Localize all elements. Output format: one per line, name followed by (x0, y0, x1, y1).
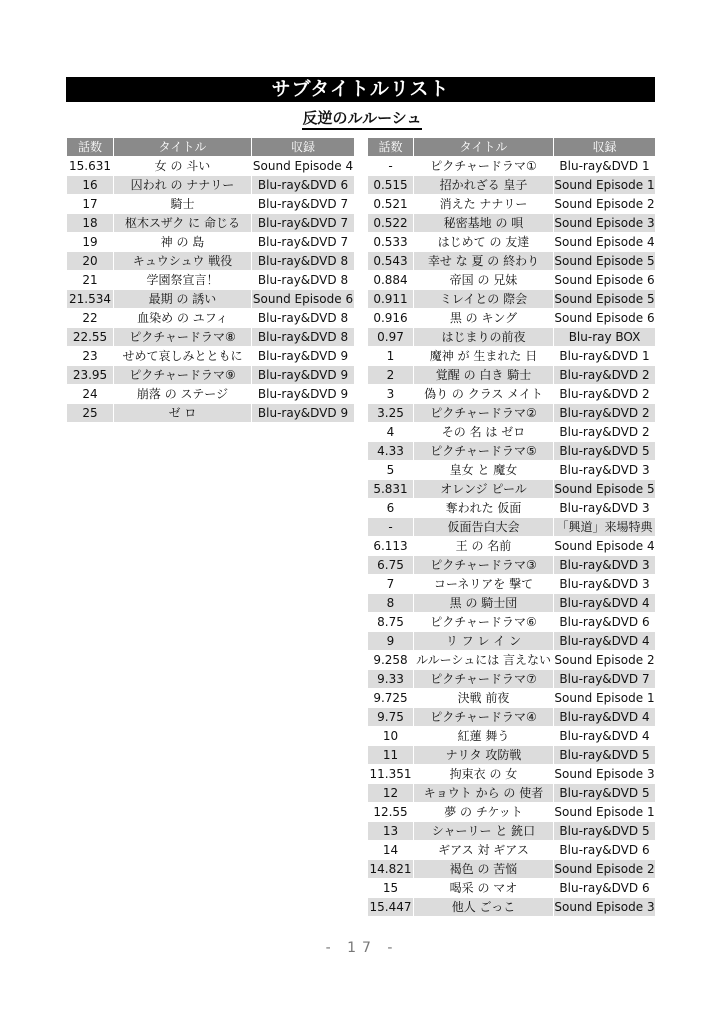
source-cell: Blu-ray&DVD 4 (554, 708, 656, 727)
title-cell: 仮面告白大会 (414, 518, 554, 537)
episode-cell: 3.25 (368, 404, 414, 423)
title-cell: 騎士 (114, 195, 252, 214)
source-cell: Blu-ray&DVD 4 (554, 594, 656, 613)
episode-cell: - (368, 518, 414, 537)
source-cell: Blu-ray&DVD 2 (554, 404, 656, 423)
table-row (368, 290, 656, 309)
episode-cell: 10 (368, 727, 414, 746)
episode-cell: 15.447 (368, 898, 414, 917)
source-header: 収録 (252, 138, 355, 157)
title-cell: 帝国 の 兄妹 (414, 271, 554, 290)
title-cell: 褐色 の 苦悩 (414, 860, 554, 879)
title-cell: 秘密基地 の 唄 (414, 214, 554, 233)
episode-cell: 23 (67, 347, 114, 366)
title-cell: 幸せ な 夏 の 終わり (414, 252, 554, 271)
title-cell: 紅蓮 舞う (414, 727, 554, 746)
source-cell: Blu-ray&DVD 3 (554, 499, 656, 518)
source-cell: Blu-ray&DVD 3 (554, 556, 656, 575)
episode-cell: 12 (368, 784, 414, 803)
table-row (368, 461, 656, 480)
table-row (368, 765, 656, 784)
title-cell: ナリタ 攻防戦 (414, 746, 554, 765)
source-cell: Sound Episode 4 (554, 537, 656, 556)
table-row (368, 613, 656, 632)
table-row (368, 499, 656, 518)
episode-cell: 7 (368, 575, 414, 594)
title-cell: シャーリー と 銃口 (414, 822, 554, 841)
table-row (368, 689, 656, 708)
table-row (368, 195, 656, 214)
source-cell: Blu-ray&DVD 2 (554, 423, 656, 442)
title-cell: 夢 の チケット (414, 803, 554, 822)
episode-cell: 8 (368, 594, 414, 613)
title-cell: リ フ レ イ ン (414, 632, 554, 651)
source-cell: Blu-ray&DVD 2 (554, 385, 656, 404)
source-cell: Blu-ray&DVD 6 (554, 613, 656, 632)
source-cell: Blu-ray&DVD 3 (554, 575, 656, 594)
episode-cell: 8.75 (368, 613, 414, 632)
source-cell: Blu-ray&DVD 5 (554, 746, 656, 765)
title-cell: ピクチャードラマ⑦ (414, 670, 554, 689)
table-row (368, 328, 656, 347)
episode-cell: 16 (67, 176, 114, 195)
source-cell: Sound Episode 3 (554, 765, 656, 784)
source-cell: Blu-ray&DVD 4 (554, 727, 656, 746)
episode-cell: 5 (368, 461, 414, 480)
episode-cell: 5.831 (368, 480, 414, 499)
title-cell: オレンジ ピール (414, 480, 554, 499)
title-cell: 決戦 前夜 (414, 689, 554, 708)
title-cell: キュウシュウ 戦役 (114, 252, 252, 271)
source-cell: Blu-ray&DVD 7 (252, 195, 355, 214)
source-cell: 「興道」来場特典 (554, 518, 656, 537)
source-cell: Sound Episode 2 (554, 651, 656, 670)
table-row (368, 385, 656, 404)
table-row (368, 708, 656, 727)
source-cell: Blu-ray&DVD 1 (554, 347, 656, 366)
table-row (368, 404, 656, 423)
episode-header: 話数 (368, 138, 414, 157)
source-cell: Blu-ray&DVD 9 (252, 366, 355, 385)
title-cell: 奪われた 仮面 (414, 499, 554, 518)
source-cell: Blu-ray&DVD 5 (554, 784, 656, 803)
table-row (368, 347, 656, 366)
table-row (67, 347, 355, 366)
table-row (368, 575, 656, 594)
title-cell: 偽り の クラス メイト (414, 385, 554, 404)
source-cell: Blu-ray&DVD 7 (252, 214, 355, 233)
source-cell: Blu-ray&DVD 7 (252, 233, 355, 252)
title-cell: ピクチャードラマ① (414, 157, 554, 176)
table-row (67, 366, 355, 385)
title-cell: 招かれざる 皇子 (414, 176, 554, 195)
episode-cell: 22 (67, 309, 114, 328)
title-cell: その 名 は ゼロ (414, 423, 554, 442)
table-row (368, 537, 656, 556)
episode-cell: 15.631 (67, 157, 114, 176)
episode-cell: 14.821 (368, 860, 414, 879)
title-cell: ピクチャードラマ⑨ (114, 366, 252, 385)
table-row (368, 271, 656, 290)
title-cell: ギアス 対 ギアス (414, 841, 554, 860)
episode-cell: 20 (67, 252, 114, 271)
source-cell: Blu-ray&DVD 5 (554, 442, 656, 461)
episode-cell: 15 (368, 879, 414, 898)
source-cell: Sound Episode 3 (554, 214, 656, 233)
source-cell: Sound Episode 2 (554, 860, 656, 879)
title-cell: 血染め の ユフィ (114, 309, 252, 328)
source-cell: Blu-ray&DVD 9 (252, 404, 355, 423)
title-cell: 学園祭宣言！ (114, 271, 252, 290)
episode-cell: 21.534 (67, 290, 114, 309)
source-cell: Blu-ray&DVD 4 (554, 632, 656, 651)
source-cell: Sound Episode 6 (554, 309, 656, 328)
title-cell: ゼ ロ (114, 404, 252, 423)
title-cell: ピクチャードラマ④ (414, 708, 554, 727)
title-cell: 王 の 名前 (414, 537, 554, 556)
source-cell: Sound Episode 2 (554, 195, 656, 214)
table-row (368, 651, 656, 670)
source-cell: Blu-ray&DVD 8 (252, 328, 355, 347)
episode-cell: 23.95 (67, 366, 114, 385)
table-row (368, 176, 656, 195)
table-row (368, 233, 656, 252)
table-row (368, 423, 656, 442)
table-row (67, 328, 355, 347)
table-row (67, 404, 355, 423)
table-row (368, 556, 656, 575)
title-cell: 消えた ナナリー (414, 195, 554, 214)
table-row (67, 385, 355, 404)
episode-cell: 12.55 (368, 803, 414, 822)
table-row (368, 841, 656, 860)
episode-cell: 0.884 (368, 271, 414, 290)
title-cell: はじまりの前夜 (414, 328, 554, 347)
episode-cell: 0.916 (368, 309, 414, 328)
title-cell: ミレイとの 際会 (414, 290, 554, 309)
title-cell: ピクチャードラマ⑧ (114, 328, 252, 347)
title-cell: 魔神 が 生まれた 日 (414, 347, 554, 366)
title-cell: ピクチャードラマ② (414, 404, 554, 423)
episode-cell: 6.113 (368, 537, 414, 556)
episode-cell: 0.522 (368, 214, 414, 233)
episode-cell: 11.351 (368, 765, 414, 784)
title-cell: せめて哀しみとともに (114, 347, 252, 366)
title-cell: ピクチャードラマ⑥ (414, 613, 554, 632)
source-cell: Sound Episode 4 (554, 233, 656, 252)
source-cell: Sound Episode 5 (554, 252, 656, 271)
episode-cell: 19 (67, 233, 114, 252)
table-row (368, 309, 656, 328)
table-row (368, 746, 656, 765)
table-row (368, 784, 656, 803)
title-cell: ピクチャードラマ⑤ (414, 442, 554, 461)
table-row (67, 176, 355, 195)
episode-cell: 13 (368, 822, 414, 841)
source-cell: Blu-ray&DVD 5 (554, 822, 656, 841)
episode-cell: 18 (67, 214, 114, 233)
source-cell: Sound Episode 1 (554, 689, 656, 708)
source-cell: Sound Episode 1 (554, 803, 656, 822)
table-row (368, 803, 656, 822)
title-cell: 女 の 斗い (114, 157, 252, 176)
episode-cell: 9.725 (368, 689, 414, 708)
episode-cell: 9.258 (368, 651, 414, 670)
table-row (67, 214, 355, 233)
source-cell: Blu-ray&DVD 6 (252, 176, 355, 195)
title-cell: ピクチャードラマ③ (414, 556, 554, 575)
series-subtitle: 反逆のルルーシュ (302, 109, 421, 130)
episode-cell: - (368, 157, 414, 176)
table-row (368, 632, 656, 651)
episode-cell: 4.33 (368, 442, 414, 461)
table-header-row (67, 138, 355, 157)
table-row (368, 157, 656, 176)
source-cell: Blu-ray&DVD 9 (252, 347, 355, 366)
source-cell: Blu-ray&DVD 8 (252, 309, 355, 328)
source-cell: Blu-ray&DVD 9 (252, 385, 355, 404)
source-cell: Sound Episode 1 (554, 176, 656, 195)
table-row (67, 195, 355, 214)
title-cell: はじめて の 友達 (414, 233, 554, 252)
left-subtitle-table (66, 137, 355, 423)
episode-cell: 4 (368, 423, 414, 442)
source-cell: Blu-ray BOX (554, 328, 656, 347)
table-row (368, 214, 656, 233)
table-header-row (368, 138, 656, 157)
table-row (368, 860, 656, 879)
source-cell: Blu-ray&DVD 6 (554, 841, 656, 860)
title-cell: 黒 の 騎士団 (414, 594, 554, 613)
episode-cell: 0.515 (368, 176, 414, 195)
source-cell: Sound Episode 6 (252, 290, 355, 309)
title-cell: 皇女 と 魔女 (414, 461, 554, 480)
title-cell: 崩落 の ステージ (114, 385, 252, 404)
title-cell: 拘束衣 の 女 (414, 765, 554, 784)
episode-cell: 11 (368, 746, 414, 765)
source-cell: Sound Episode 5 (554, 480, 656, 499)
source-cell: Blu-ray&DVD 6 (554, 879, 656, 898)
episode-cell: 25 (67, 404, 114, 423)
title-cell: 神 の 島 (114, 233, 252, 252)
episode-cell: 24 (67, 385, 114, 404)
title-cell: 囚われ の ナナリー (114, 176, 252, 195)
episode-cell: 0.97 (368, 328, 414, 347)
episode-cell: 14 (368, 841, 414, 860)
table-row (368, 442, 656, 461)
episode-cell: 6 (368, 499, 414, 518)
episode-cell: 9.75 (368, 708, 414, 727)
episode-cell: 9 (368, 632, 414, 651)
table-row (368, 670, 656, 689)
source-header: 収録 (554, 138, 656, 157)
source-cell: Sound Episode 3 (554, 898, 656, 917)
episode-cell: 0.911 (368, 290, 414, 309)
title-header: タイトル (114, 138, 252, 157)
title-cell: 覚醒 の 白き 騎士 (414, 366, 554, 385)
episode-cell: 3 (368, 385, 414, 404)
table-row (67, 233, 355, 252)
title-cell: コーネリアを 撃て (414, 575, 554, 594)
source-cell: Blu-ray&DVD 8 (252, 252, 355, 271)
table-row (368, 594, 656, 613)
episode-cell: 9.33 (368, 670, 414, 689)
source-cell: Sound Episode 6 (554, 271, 656, 290)
episode-header: 話数 (67, 138, 114, 157)
title-cell: ルルーシュには 言えない (414, 651, 554, 670)
table-row (67, 252, 355, 271)
episode-cell: 2 (368, 366, 414, 385)
source-cell: Sound Episode 4 (252, 157, 355, 176)
episode-cell: 0.521 (368, 195, 414, 214)
source-cell: Sound Episode 5 (554, 290, 656, 309)
table-row (368, 822, 656, 841)
table-row (368, 366, 656, 385)
episode-cell: 17 (67, 195, 114, 214)
table-row (368, 252, 656, 271)
source-cell: Blu-ray&DVD 3 (554, 461, 656, 480)
table-row (368, 518, 656, 537)
page-number: - 17 - (325, 940, 399, 956)
episode-cell: 1 (368, 347, 414, 366)
episode-cell: 6.75 (368, 556, 414, 575)
title-cell: 他人 ごっこ (414, 898, 554, 917)
episode-cell: 0.543 (368, 252, 414, 271)
table-row (67, 309, 355, 328)
source-cell: Blu-ray&DVD 1 (554, 157, 656, 176)
right-subtitle-table (367, 137, 656, 917)
title-cell: 黒 の キング (414, 309, 554, 328)
title-cell: 枢木スザク に 命じる (114, 214, 252, 233)
episode-cell: 22.55 (67, 328, 114, 347)
table-row (368, 898, 656, 917)
table-row (67, 157, 355, 176)
table-row (368, 727, 656, 746)
list-title: サブタイトルリスト (66, 77, 655, 102)
episode-cell: 0.533 (368, 233, 414, 252)
title-cell: 喝采 の マオ (414, 879, 554, 898)
table-row (67, 271, 355, 290)
table-row (368, 879, 656, 898)
table-row (67, 290, 355, 309)
source-cell: Blu-ray&DVD 2 (554, 366, 656, 385)
title-cell: 最期 の 誘い (114, 290, 252, 309)
episode-cell: 21 (67, 271, 114, 290)
table-row (368, 480, 656, 499)
title-cell: キョウト から の 使者 (414, 784, 554, 803)
source-cell: Blu-ray&DVD 7 (554, 670, 656, 689)
title-header: タイトル (414, 138, 554, 157)
source-cell: Blu-ray&DVD 8 (252, 271, 355, 290)
